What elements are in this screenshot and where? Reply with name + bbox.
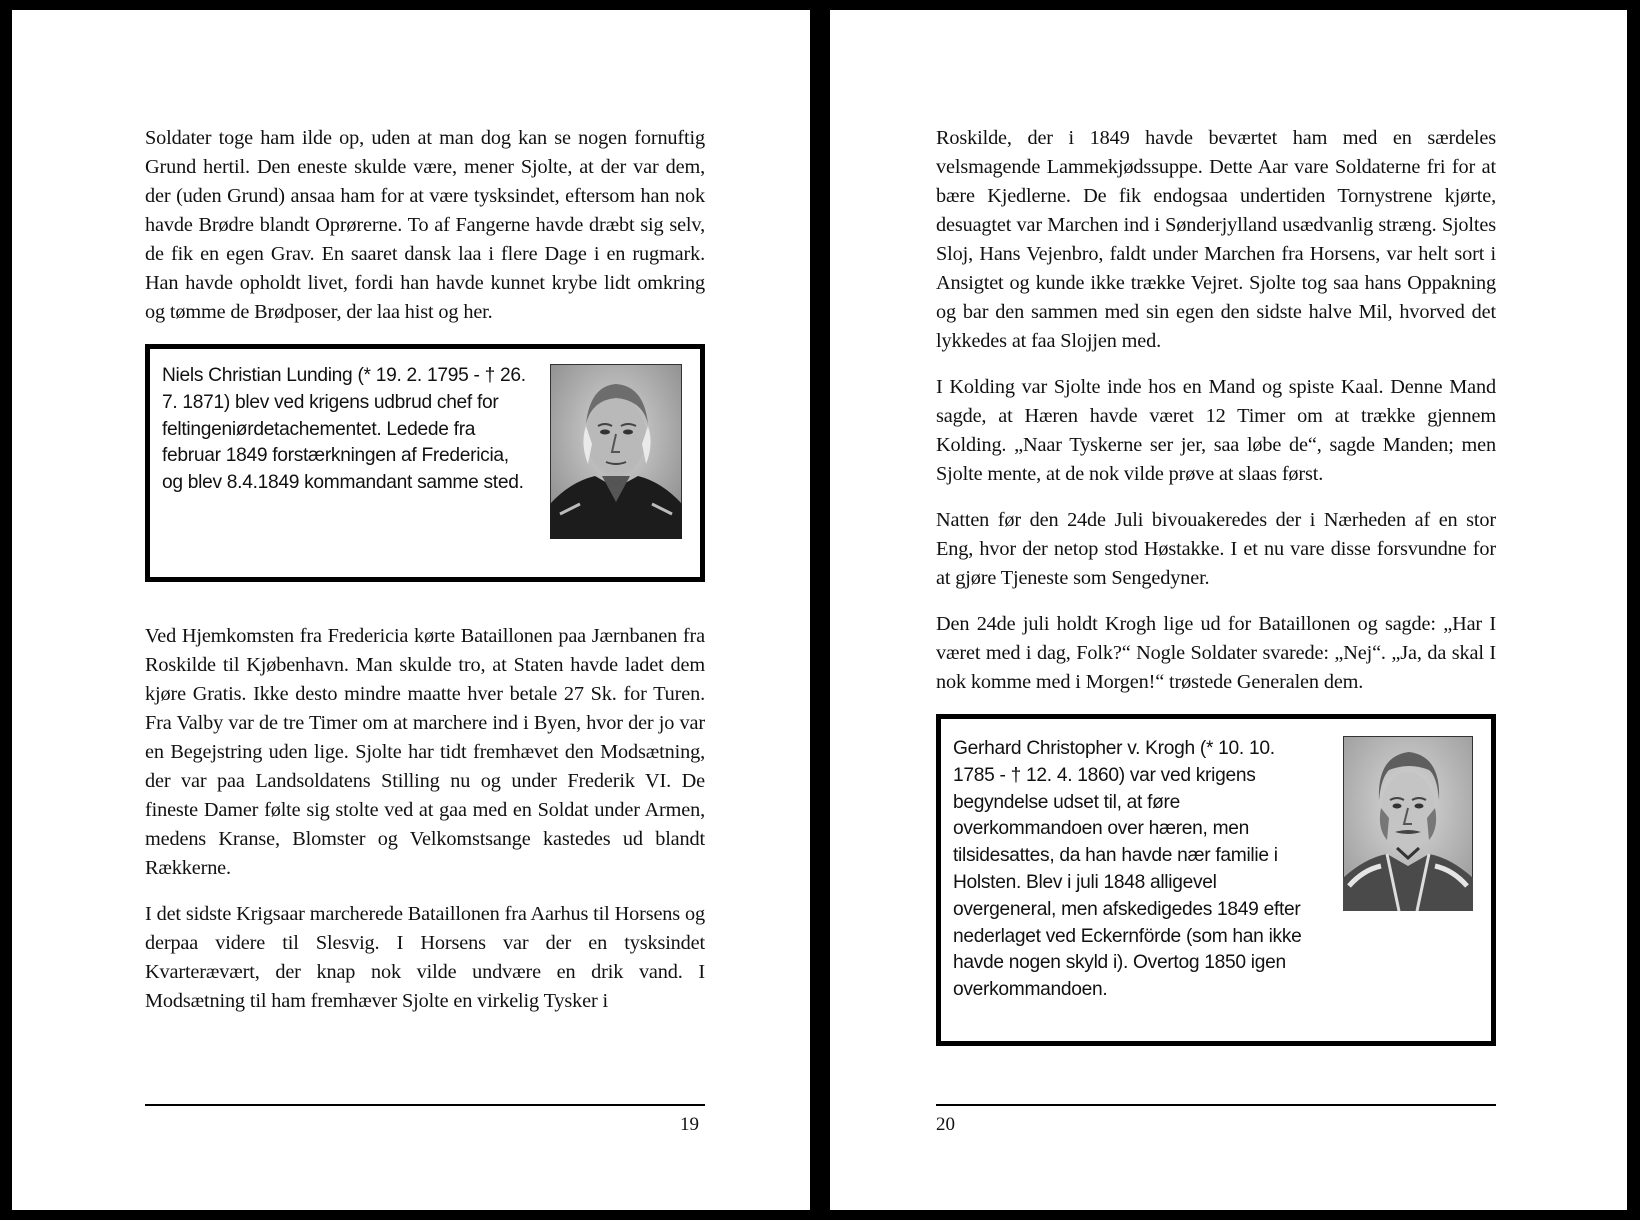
- lunding-portrait: [550, 364, 682, 539]
- left-paragraph-2: Ved Hjemkomsten fra Fredericia kørte Bataillonen paa Jærnbanen fra Roskilde til Kjøbenhavn. Man skulde tro, at Staten havde ladet dem kjøre Gratis. Ikke desto mindre maatte hver betale 27 Sk. for Turen. Fra Valby var de tre Timer om at marchere ind i Byen, hvor der jo var en Begejstring uden lige. Sjolte har tidt fremhævet den Modsætning, der var paa Landsoldatens Stilling nu og under Frederik VI. De fineste Damer følte sig stolte ved at gaa med en Soldat under Armen, medens Kranse, Blomster og Velkomstsange kastedes ud blandt Rækkerne.: [145, 625, 705, 879]
- lunding-caption: Niels Christian Lunding (* 19. 2. 1795 - † 26. 7. 1871) blev ved krigens udbrud chef for feltingeniørdetachementet. Ledede fra februar 1849 forstærkningen af Fredericia, og blev 8.4.1849 kommandant samme sted.: [162, 365, 526, 494]
- right-footer-rule: [936, 1104, 1496, 1106]
- left-footer-rule: [145, 1104, 705, 1106]
- right-page: [830, 10, 1627, 1210]
- right-paragraph-4: Den 24de juli holdt Krogh lige ud for Bataillonen og sagde: „Har I været med i dag, Folk?“ Nogle Soldater svarede: „Nej“. „Ja, da skal I nok komme med i Morgen!“ trøstede Generalen dem.: [936, 613, 1496, 693]
- right-paragraph-2: I Kolding var Sjolte inde hos en Mand og spiste Kaal. Denne Mand sagde, at Hæren havde været 12 Timer om at trække gjennem Kolding. „Naar Tyskerne ser jer, saa løbe de“, sagde Manden; men Sjolte mente, at de nok vilde prøve at slaas først.: [936, 376, 1496, 485]
- right-text-column: [936, 124, 1496, 1086]
- left-text-column: [145, 124, 705, 1033]
- left-paragraph-1: Soldater toge ham ilde op, uden at man dog kan se nogen fornuftig Grund hertil. Den eneste skulde være, mener Sjolte, at der var dem, der (uden Grund) ansaa ham for at være tysksindet, eftersom han nok havde Brødre blandt Oprørerne. To af Fangerne havde dræbt sig selv, de fik en egen Grav. En saaret dansk laa i flere Dage i en rugmark. Han havde opholdt livet, fordi han havde kunnet krybe lidt omkring og tømme de Brødposer, der laa hist og her.: [145, 127, 705, 323]
- left-page: [12, 10, 810, 1210]
- krogh-caption: Gerhard Christopher v. Krogh (* 10. 10. 1785 - † 12. 4. 1860) var ved krigens begyndelse udset til, at føre overkommandoen over hæren, men tilsidesattes, da han havde nær familie i Holsten. Blev i juli 1848 alligevel overgeneral, men afskedigedes 1849 efter nederlaget ved Eckernförde (som han ikke havde nogen skyld i). Overtog 1850 igen overkommandoen.: [953, 738, 1302, 1001]
- lunding-info-box: [145, 344, 705, 582]
- right-page-number: 20: [936, 1114, 955, 1135]
- right-paragraph-3: Natten før den 24de Juli bivouakeredes der i Nærheden af en stor Eng, hvor der netop stod Høstakke. I et nu vare disse forsvundne for at gjøre Tjeneste som Sengedyner.: [936, 509, 1496, 589]
- left-paragraph-3: I det sidste Krigsaar marcherede Bataillonen fra Aarhus til Horsens og derpaa videre til Slesvig. I Horsens var der en tysksindet Kvarterævært, der knap nok vilde undvære en drik vand. I Modsætning til ham fremhæver Sjolte en virkelig Tysker i: [145, 903, 705, 1012]
- krogh-portrait: [1343, 736, 1473, 911]
- right-paragraph-1: Roskilde, der i 1849 havde beværtet ham med en særdeles velsmagende Lammekjødssuppe. Dette Aar vare Soldaterne fri for at bære Kjedlerne. De fik endogsaa undertiden Tornystrene kjørte, desuagtet var Marchen ind i Sønderjylland usædvanlig stræng. Sjoltes Sloj, Hans Vejenbro, faldt under Marchen fra Horsens, var helt sort i Ansigtet og kunde ikke trække Vejret. Sjolte tog saa hans Oppakning og bar den sammen med sin egen den sidste halve Mil, hvorved det lykkedes at faa Slojjen med.: [936, 127, 1496, 352]
- krogh-info-box: [936, 714, 1496, 1046]
- left-page-number: 19: [680, 1114, 699, 1135]
